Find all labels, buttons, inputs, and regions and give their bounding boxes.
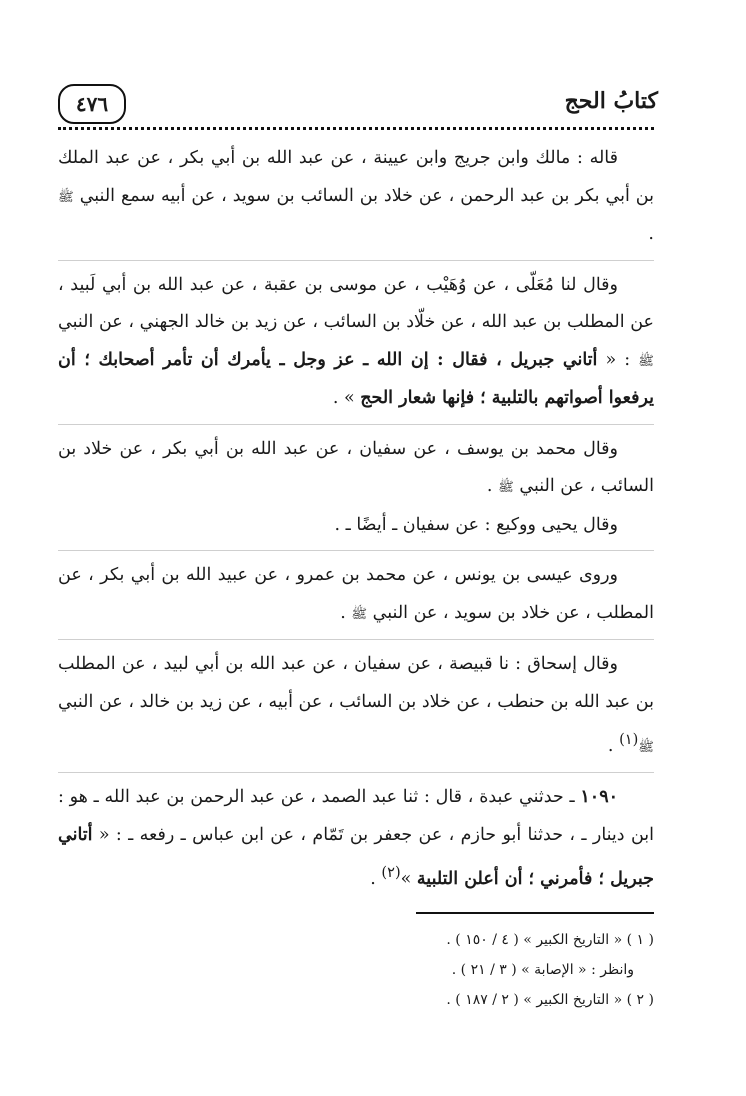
paragraph-text: وقال لنا مُعَلّى ، عن وُهَيْب ، عن موسى بن عقبة ، عن عبد الله بن أبي لَبيد ، عن المطلب بن عبد الله ، عن خلّاد بن السائب ، عن زيد بن خالد الجهني ، عن النبي	[58, 274, 654, 332]
header-divider	[58, 127, 654, 130]
punctuation: .	[648, 224, 654, 244]
main-text	[58, 140, 654, 899]
quote-close: »	[400, 869, 417, 890]
punctuation: .	[370, 869, 382, 890]
footnote-ref: (٢)	[381, 864, 401, 882]
footnote-ref: (١)	[619, 731, 639, 748]
paragraph-text: وقال إسحاق : نا قبيصة ، عن سفيان ، عن عبد الله بن أبي لبيد ، عن المطلب بن عبد الله بن حنطب ، عن خلاد بن السائب ، عن أبيه ، عن زيد بن خالد ، عن النبي	[58, 654, 654, 712]
paragraph-text: وروى عيسى بن يونس ، عن محمد بن عمرو ، عن عبيد الله بن أبي بكر ، عن المطلب ، عن خلاد بن سويد ، عن النبي	[58, 565, 654, 623]
footnote: ( ١ ) « التاريخ الكبير » ( ٤ / ١٥٠ ) .	[446, 932, 654, 948]
paragraph	[58, 424, 654, 507]
salutation-symbol: ﷺ	[351, 606, 368, 622]
salutation-symbol: ﷺ	[638, 739, 654, 755]
paragraph	[58, 550, 654, 633]
salutation-symbol: ﷺ	[498, 480, 514, 495]
footnotes	[58, 925, 654, 1015]
page-header	[58, 84, 658, 130]
book-title: كتابُ الحج	[564, 88, 658, 114]
footnote: ( ٢ ) « التاريخ الكبير » ( ٢ / ١٨٧ ) .	[446, 992, 654, 1008]
punctuation: .	[607, 735, 620, 756]
paragraph-text: وقال يحيى ووكيع : عن سفيان ـ أيضًا ـ .	[334, 514, 618, 535]
punctuation: .	[486, 476, 499, 496]
paragraph	[58, 772, 654, 898]
paragraph-text: قاله : مالك وابن جريج وابن عيينة ، عن عبد الله بن أبي بكر ، عن عبد الملك بن أبي بكر بن عبد الرحمن ، عن خلاد بن السائب بن سويد ، عن أبيه سمع النبي	[58, 148, 654, 206]
paragraph-text: وقال محمد بن يوسف ، عن سفيان ، عن عبد الله بن أبي بكر ، عن خلاد بن السائب ، عن النبي	[58, 438, 654, 496]
footnote: وانظر : « الإصابة » ( ٣ / ٢١ ) .	[451, 962, 634, 978]
hadith-number: ١٠٩٠	[580, 787, 618, 808]
quote-close: » .	[332, 388, 361, 408]
salutation-symbol: ﷺ	[58, 189, 74, 205]
page-number: ٤٧٦	[58, 84, 126, 124]
quote-open: : «	[597, 349, 639, 370]
paragraph	[58, 260, 654, 418]
paragraph	[58, 507, 654, 545]
hadith-text: أتاني جبريل ، فقال : إن الله ـ عز وجل ـ يأمرك أن تأمر أصحابك ؛ أن يرفعوا أصواتهم بالتلبية ؛ فإنها شعار الحج	[58, 349, 654, 408]
hadith-text: أتاني جبريل ؛ فأمرني ؛ أن أعلن التلبية	[58, 824, 654, 890]
salutation-symbol: ﷺ	[638, 353, 654, 369]
paragraph	[58, 140, 654, 254]
paragraph	[58, 639, 654, 766]
punctuation: .	[340, 602, 352, 623]
paragraph-text: ـ حدثني عبدة ، قال : ثنا عبد الصمد ، عن عبد الرحمن بن عبد الله ـ هو : ابن دينار ـ ، حدثنا أبو حازم ، عن جعفر بن تَمّام ، عن ابن عباس ـ رفعه ـ : «	[58, 787, 654, 845]
footnote-divider	[416, 912, 654, 914]
